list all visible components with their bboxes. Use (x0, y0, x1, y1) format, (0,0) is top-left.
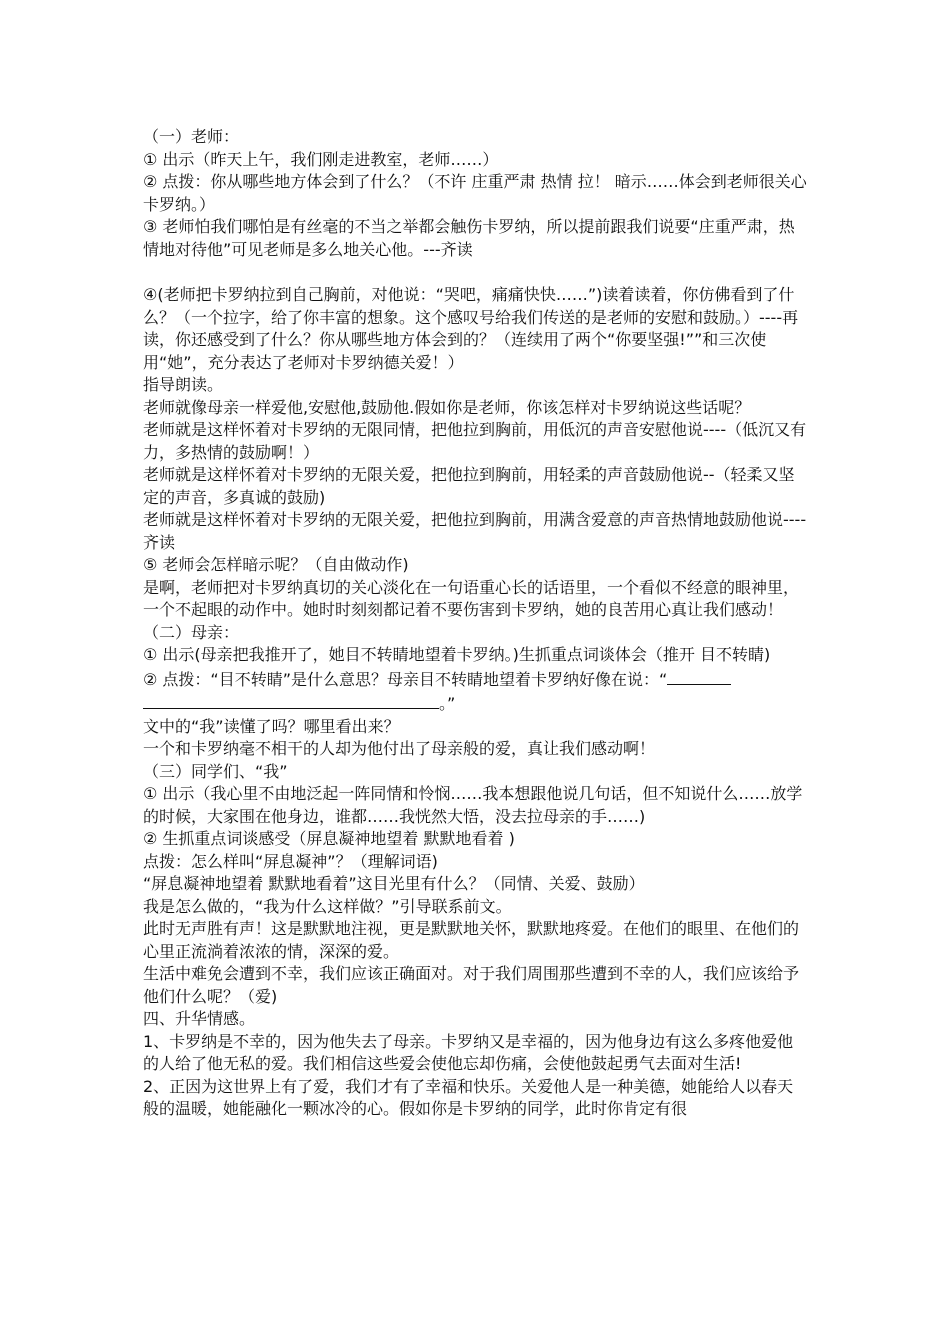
section-heading-mother: （二）母亲： (143, 622, 240, 642)
paragraph: ① 出示（昨天上午，我们刚走进教室，老师……） (143, 149, 499, 169)
paragraph: 点拨：怎么样叫“屏息凝神”？（理解词语) (143, 851, 438, 871)
paragraph: 1、卡罗纳是不幸的，因为他失去了母亲。卡罗纳又是幸福的，因为他身边有这么多疼他爱他的人给了他无私的爱。我们相信这些爱会使他忘却伤痛，会使他鼓起勇气去面对生活! (143, 1031, 794, 1073)
paragraph: “屏息凝神地望着 默默地看着”这目光里有什么？（同情、关爱、鼓励） (143, 874, 645, 893)
paragraph: ③ 老师怕我们哪怕是有丝毫的不当之举都会触伤卡罗纳，所以提前跟我们说要“庄重严肃，热情地对待他”可见老师是多么地关心他。---齐读 (143, 217, 795, 259)
section-heading-sublimate: 四、升华情感。 (143, 1009, 256, 1028)
paragraph: ① 出示（我心里不由地泛起一阵同情和怜悯……我本想跟他说几句话，但不知说什么……放学的时候，大家围在他身边，谁都……我恍然大悟，没去拉母亲的手……) (143, 784, 803, 826)
paragraph: 老师就是这样怀着对卡罗纳的无限关爱，把他拉到胸前，用满含爱意的声音热情地鼓励他说----齐读 (143, 510, 807, 552)
paragraph: ① 出示(母亲把我推开了，她目不转睛地望着卡罗纳。)生抓重点词谈体会（推开 目不转睛) (143, 645, 771, 664)
paragraph: 指导朗读。 (143, 375, 224, 394)
paragraph: 我是怎么做的，“我为什么这样做？”引导联系前文。 (143, 896, 512, 916)
paragraph: 老师就是这样怀着对卡罗纳的无限关爱，把他拉到胸前，用轻柔的声音鼓励他说--（轻柔又坚定的声音，多真诚的鼓励) (143, 465, 795, 507)
fill-in-paragraph (143, 667, 807, 716)
answer-blank-continued[interactable] (143, 691, 439, 709)
paragraph: ② 生抓重点词谈感受（屏息凝神地望着 默默地看着 ) (143, 829, 515, 848)
paragraph: 生活中难免会遭到不幸，我们应该正确面对。对于我们周围那些遭到不幸的人，我们应该给予他们什么呢？（爱) (143, 964, 800, 1006)
answer-blank[interactable] (667, 667, 731, 685)
paragraph: 文中的“我”读懂了吗？哪里看出来？ (143, 716, 400, 736)
paragraph: 此时无声胜有声！这是默默地注视，更是默默地关怀，默默地疼爱。在他们的眼里、在他们的心里正流淌着浓浓的情，深深的爱。 (143, 919, 800, 961)
paragraph: 一个和卡罗纳毫不相干的人却为他付出了母亲般的爱，真让我们感动啊！ (143, 739, 656, 758)
section-heading-teacher: （一）老师： (143, 127, 240, 146)
paragraph: 老师就是这样怀着对卡罗纳的无限同情，把他拉到胸前，用低沉的声音安慰他说----（低沉又有力，多热情的鼓励啊！） (143, 420, 807, 462)
fill-in-prompt: ② 点拨：“目不转睛”是什么意思？母亲目不转睛地望着卡罗纳好像在说：“ (143, 669, 668, 689)
document-body (143, 126, 807, 1121)
paragraph: ② 点拨：你从哪些地方体会到了什么？（不许 庄重严肃 热情 拉！ 暗示……体会到老师很关心卡罗纳。） (143, 172, 807, 214)
paragraph: 老师就像母亲一样爱他,安慰他,鼓励他.假如你是老师，你该怎样对卡罗纳说这些话呢？ (143, 397, 751, 417)
paragraph: ④(老师把卡罗纳拉到自己胸前，对他说：“哭吧，痛痛快快……”)读着读着，你仿佛看到了什么？（一个拉字，给了你丰富的想象。这个感叹号给我们传送的是老师的安慰和鼓励。）----再读，你还感受到了什么？你从哪些地方体会到的？（连续用了两个“你要坚强!””和三次使用“她”，充分表达了老师对卡罗纳德关爱！） (143, 285, 799, 372)
paragraph: 是啊，老师把对卡罗纳真切的关心淡化在一句语重心长的话语里，一个看似不经意的眼神里，一个不起眼的动作中。她时时刻刻都记着不要伤害到卡罗纳，她的良苦用心真让我们感动！ (143, 577, 800, 619)
spacer (143, 261, 807, 284)
paragraph: ⑤ 老师会怎样暗示呢？（自由做动作) (143, 555, 409, 574)
paragraph: 2、正因为这世界上有了爱，我们才有了幸福和快乐。关爱他人是一种美德，她能给人以春天般的温暖，她能融化一颗冰冷的心。假如你是卡罗纳的同学，此时你肯定有很 (143, 1076, 794, 1118)
section-heading-classmates: （三）同学们、“我” (143, 761, 288, 781)
fill-in-closing: 。” (439, 694, 456, 713)
